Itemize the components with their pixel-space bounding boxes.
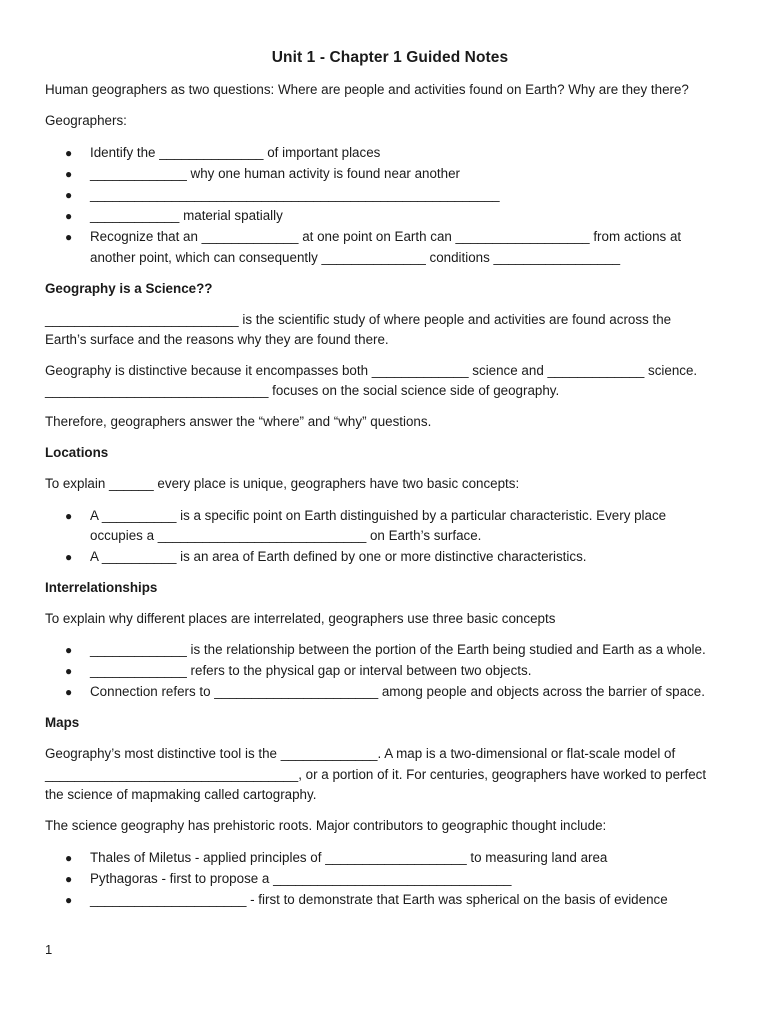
maps-paragraph-1-cont: the science of mapmaking called cartography. (45, 787, 317, 802)
bullet-icon: ● (65, 509, 73, 523)
bullet-icon: ● (65, 188, 73, 202)
maps-paragraph-1: Geography’s most distinctive tool is the _____________. A map is a two-dimensional or flat-scale model of (45, 746, 676, 761)
science-paragraph-1: __________________________ is the scientific study of where people and activities are found across the (45, 312, 672, 327)
section-heading-science: Geography is a Science?? (45, 281, 213, 296)
page-title: Unit 1 - Chapter 1 Guided Notes (271, 49, 509, 66)
maps-paragraph-2: The science geography has prehistoric roots. Major contributors to geographic thought include: (45, 818, 607, 833)
section-heading-interrelationships: Interrelationships (45, 580, 158, 595)
interrelationships-intro: To explain why different places are interrelated, geographers use three basic concepts (45, 611, 556, 626)
science-paragraph-2: Geography is distinctive because it encompasses both _____________ science and _____________ science. (45, 363, 698, 378)
science-paragraph-3: Therefore, geographers answer the “where” and “why” questions. (45, 414, 432, 429)
bullet-icon: ● (65, 146, 73, 160)
bullet-icon: ● (65, 209, 73, 223)
maps-paragraph-1-cont: __________________________________, or a portion of it. For centuries, geographers have worked to perfect (45, 767, 707, 782)
bullet-icon: ● (65, 167, 73, 181)
bullet-icon: ● (65, 664, 73, 678)
bullet-icon: ● (65, 872, 73, 886)
bullet-icon: ● (65, 643, 73, 657)
science-paragraph-1-cont: Earth’s surface and the reasons why they are found there. (45, 332, 389, 347)
bullet-icon: ● (65, 550, 73, 564)
bullet-icon: ● (65, 851, 73, 865)
intro-paragraph: Human geographers as two questions: Where are people and activities found on Earth? Why are they there? (45, 82, 689, 97)
page-number: 1 (45, 942, 53, 957)
bullet-icon: ● (65, 685, 73, 699)
locations-intro: To explain ______ every place is unique, geographers have two basic concepts: (45, 476, 520, 491)
bullet-icon: ● (65, 893, 73, 907)
geographers-label: Geographers: (45, 113, 127, 128)
section-heading-maps: Maps (45, 715, 80, 730)
bullet-icon: ● (65, 230, 73, 244)
science-paragraph-2-cont: ______________________________ focuses on the social science side of geography. (45, 383, 560, 398)
section-heading-locations: Locations (45, 445, 109, 460)
